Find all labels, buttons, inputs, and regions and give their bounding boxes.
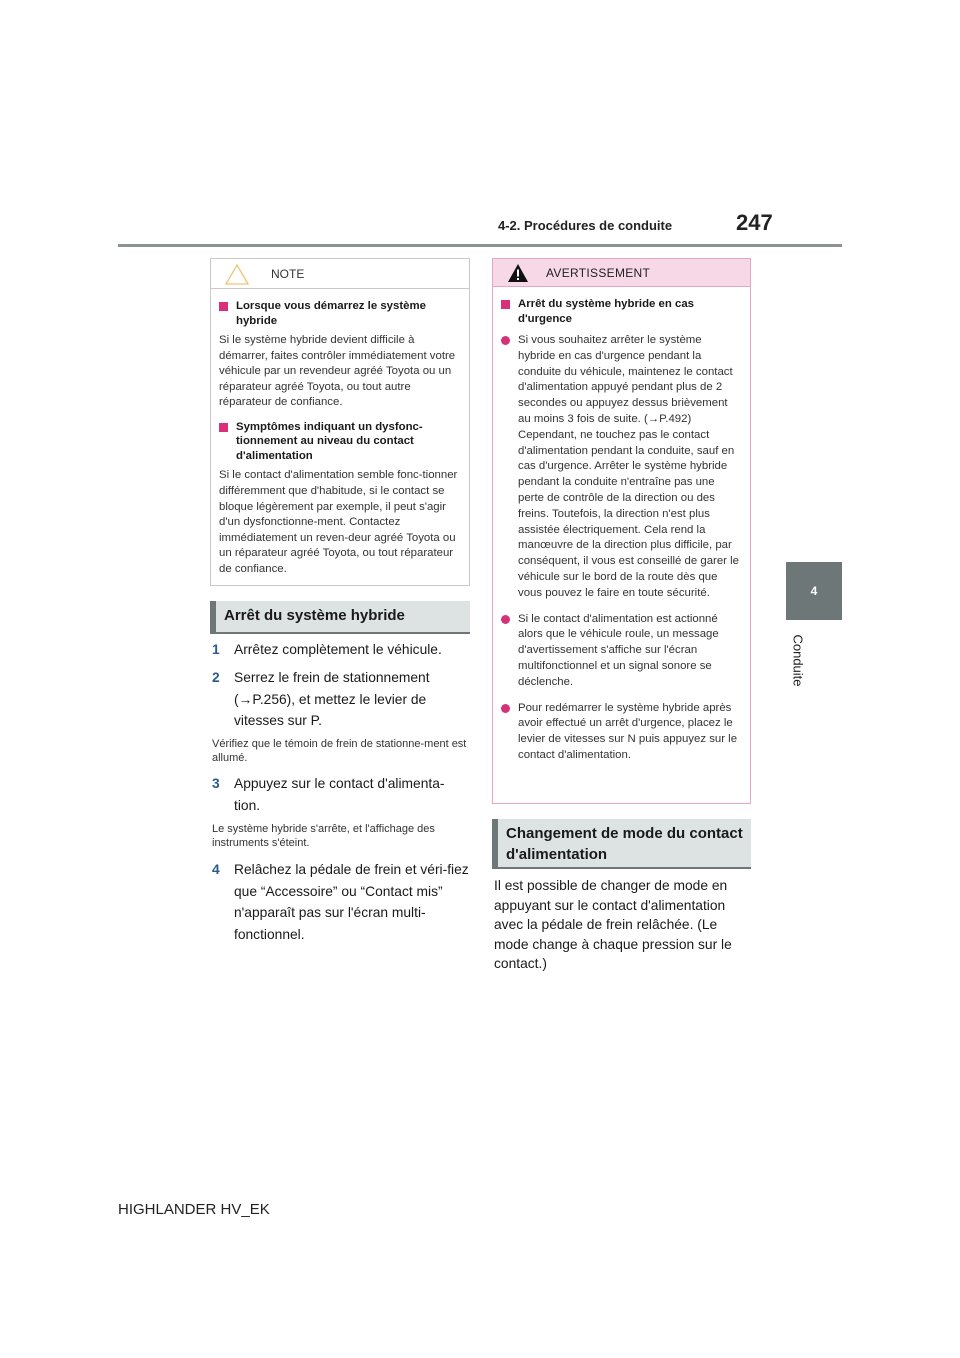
step-item — [212, 773, 470, 816]
note-title: NOTE — [271, 266, 305, 281]
body-paragraph: Il est possible de changer de mode en appuyant sur le contact d'alimentation avec la pédale de frein relâchée. (Le mode change à chaque pression sur le contact.) — [494, 878, 732, 972]
bullet-dot-icon — [501, 704, 510, 713]
header-divider — [118, 244, 842, 247]
step-note: Vérifiez que le témoin de frein de stationne-ment est allumé. — [212, 738, 467, 764]
bullet-dot-icon — [501, 615, 510, 624]
note-text: Si le contact d'alimentation semble fonc-tionner différemment que d'habitude, si le contact se bloque légèrement par exemple, il peut s'agir d'un dysfonctionne-ment. Contactez immédiatement un reven-deur agréé Toyota ou un réparateur agréé Toyota, ou tout réparateur de confiance. — [219, 469, 458, 576]
step-number: 2 — [212, 670, 220, 685]
note-text: Si le système hybride devient difficile à démarrer, faites contrôler immédiatement votre véhicule par un revendeur agréé Toyota ou un réparateur agréé Toyota, ou tout autre réparateur de confiance. — [219, 334, 456, 409]
warning-triangle-icon — [507, 263, 529, 283]
square-bullet-icon — [219, 423, 228, 432]
footer-model: HIGHLANDER HV_EK — [118, 1201, 270, 1218]
section-heading: Changement de mode du contact d'alimentation — [492, 819, 751, 869]
warning-bullet: Si le contact d'alimentation est actionné alors que le véhicule roule, un message d'avertissement s'affiche sur l'écran multifonctionnel et un signal sonore se déclenche. — [501, 612, 742, 691]
square-bullet-icon — [219, 302, 228, 311]
section-heading: Arrêt du système hybride — [210, 601, 470, 634]
step-item — [212, 859, 470, 945]
step-number: 4 — [212, 862, 220, 877]
step-item — [212, 667, 470, 732]
warning-box — [492, 258, 751, 804]
step-text: Arrêtez complètement le véhicule. — [234, 642, 442, 657]
square-bullet-icon — [501, 300, 510, 309]
warning-header — [493, 259, 750, 287]
chapter-label: Conduite — [790, 633, 806, 687]
note-header — [211, 259, 469, 289]
step-note: Le système hybride s'arrête, et l'affichage des instruments s'éteint. — [212, 823, 435, 849]
bullet-dot-icon — [501, 336, 510, 345]
chapter-number: 4 — [810, 584, 818, 598]
note-subheading: Symptômes indiquant un dysfonc-tionnement au niveau du contact d'alimentation — [219, 420, 461, 464]
note-box — [210, 258, 470, 586]
step-text: Serrez le frein de stationnement (→P.256), et mettez le levier de vitesses sur P. — [234, 670, 430, 728]
chapter-tab — [786, 562, 842, 620]
section-title: 4-2. Procédures de conduite — [498, 218, 673, 233]
warning-title: AVERTISSEMENT — [546, 265, 651, 280]
warning-subheading: Arrêt du système hybride en cas d'urgence — [501, 297, 742, 326]
caution-triangle-icon — [225, 263, 249, 285]
step-number: 1 — [212, 642, 220, 657]
note-subheading: Lorsque vous démarrez le système hybride — [219, 299, 461, 328]
step-number: 3 — [212, 776, 220, 791]
step-text: Appuyez sur le contact d'alimenta-tion. — [234, 776, 445, 813]
step-text: Relâchez la pédale de frein et véri-fiez que “Accessoire” ou “Contact mis” n'apparaît pas sur l'écran multi-fonctionnel. — [234, 862, 469, 942]
warning-bullet: Si vous souhaitez arrêter le système hybride en cas d'urgence pendant la conduite du véhicule, maintenez le contact d'alimentation appuyé pendant plus de 2 secondes ou appuyez dessus brièvement au moins 3 fois de suite. (→P.492) Cependant, ne touchez pas le contact d'alimentation pendant la conduite, sauf en cas d'urgence. Arrêter le système hybride pendant la conduite n'entraîne pas une perte de contrôle de la direction ou des freins. Toutefois, la direction n'est plus assistée électriquement. Cela rend la manœuvre de la direction plus difficile, par conséquent, il vous est conseillé de garer le véhicule sur le bord de la route dès que vous pouvez le faire en toute sécurité. — [501, 333, 742, 602]
warning-bullet: Pour redémarrer le système hybride après avoir effectué un arrêt d'urgence, placez le levier de vitesses sur N puis appuyez sur le contact d'alimentation. — [501, 701, 742, 764]
step-item — [212, 639, 470, 661]
page-number: 247 — [736, 210, 773, 235]
